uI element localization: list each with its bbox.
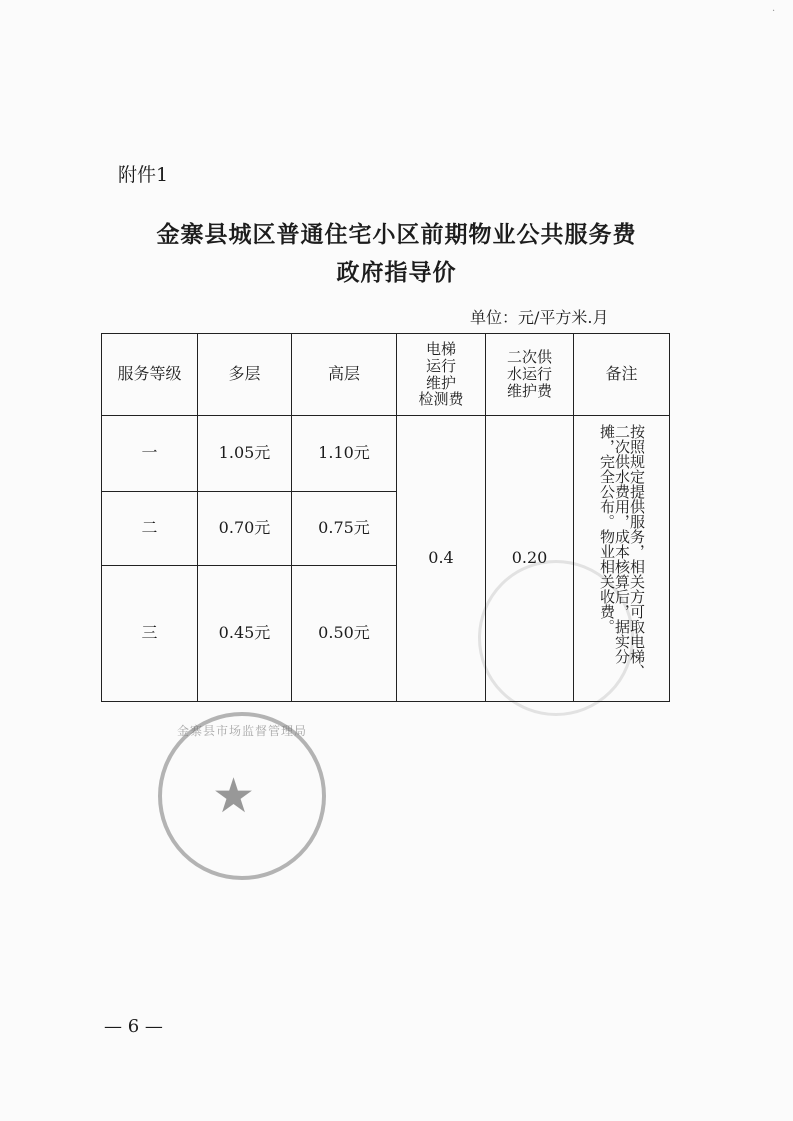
table-header-row (102, 334, 670, 416)
table-row (102, 416, 670, 492)
note-cell (574, 416, 670, 702)
document-title-line1: 金寨县城区普通住宅小区前期物业公共服务费 (156, 221, 637, 248)
seal-text: 金寨县市场监督管理局 (176, 724, 307, 738)
row3-grade: 三 (102, 566, 198, 702)
star-icon: ★ (212, 768, 256, 824)
header-note: 备注 (574, 334, 670, 416)
document-title-line2: 政府指导价 (336, 259, 457, 286)
row2-high: 0.75元 (292, 492, 397, 566)
row1-grade: 一 (102, 416, 198, 492)
unit-label: 单位：元/平方米.月 (470, 308, 609, 327)
row3-multi: 0.45元 (198, 566, 292, 702)
scan-mark: · (772, 6, 776, 17)
row2-grade: 二 (102, 492, 198, 566)
elevator-fee: 0.4 (397, 416, 486, 702)
header-multi: 多层 (198, 334, 292, 416)
water-fee: 0.20 (486, 416, 574, 702)
header-water: 二次供 水运行 维护费 (486, 334, 574, 416)
header-elevator: 电梯 运行 维护 检测费 (397, 334, 486, 416)
attachment-label: 附件1 (118, 164, 169, 186)
row1-multi: 1.05元 (198, 416, 292, 492)
row2-multi: 0.70元 (198, 492, 292, 566)
header-grade: 服务等级 (102, 334, 198, 416)
official-seal (158, 712, 326, 880)
page-number: — 6 — (104, 1016, 163, 1037)
row3-high: 0.50元 (292, 566, 397, 702)
header-high: 高层 (292, 334, 397, 416)
price-table (101, 333, 670, 702)
note-text: 按照规定提供服务，相关方可取电梯、二次供水费用，成本核算后，据实分摊，完全公布。物业相关收费。 (598, 424, 646, 679)
row1-high: 1.10元 (292, 416, 397, 492)
